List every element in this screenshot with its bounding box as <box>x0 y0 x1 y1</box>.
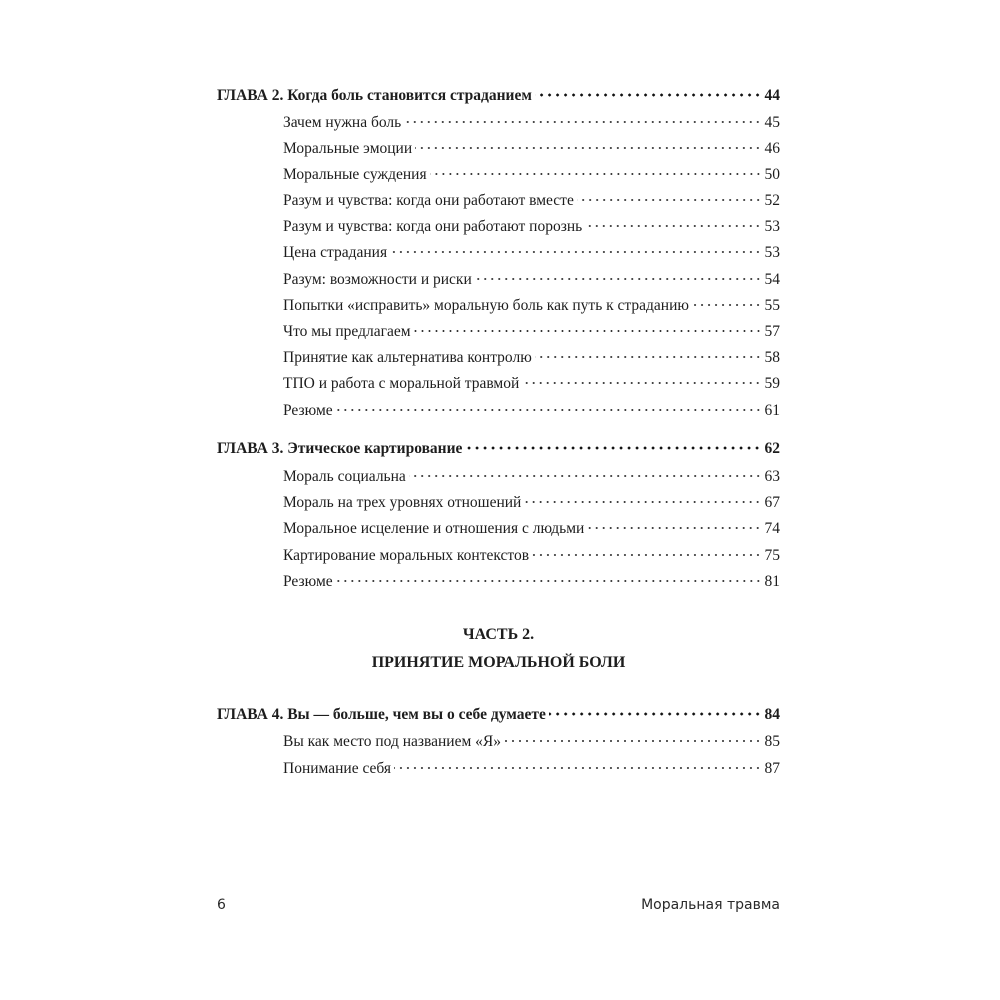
toc-entry[interactable] <box>283 492 780 514</box>
chapter-page-number: 84 <box>764 706 780 723</box>
entry-page-number: 57 <box>764 323 780 340</box>
part-heading-line-1: ЧАСТЬ 2. <box>462 626 535 643</box>
entry-title: Моральное исцеление и отношения с людьми <box>283 520 585 537</box>
entry-page-number: 85 <box>764 733 780 750</box>
dot-leader <box>585 224 761 228</box>
entry-page-number: 63 <box>764 468 780 485</box>
chapter-title: ГЛАВА 2. Когда боль становится страданием <box>217 87 532 104</box>
entry-title: Разум и чувства: когда они работают порознь <box>283 218 583 235</box>
entry-title: Картирование моральных контекстов <box>283 547 530 564</box>
dot-leader <box>465 446 761 450</box>
toc-entry[interactable] <box>283 466 780 488</box>
dot-leader <box>414 329 762 333</box>
dot-leader <box>415 146 761 150</box>
footer-page-number: 6 <box>217 897 226 913</box>
toc-chapter-4[interactable] <box>217 704 780 726</box>
toc-entry[interactable] <box>283 295 780 317</box>
toc-entry[interactable] <box>283 731 780 753</box>
toc-entry[interactable] <box>283 242 780 264</box>
entry-page-number: 53 <box>764 218 780 235</box>
dot-leader <box>404 120 761 124</box>
toc-entry[interactable] <box>283 373 780 395</box>
entry-title: Вы как место под названием «Я» <box>283 733 501 750</box>
entry-title: Что мы предлагаем <box>283 323 411 340</box>
dot-leader <box>475 277 762 281</box>
entry-title: Моральные суждения <box>283 166 427 183</box>
dot-leader <box>336 408 762 412</box>
toc-entry[interactable] <box>283 190 780 212</box>
entry-title: Попытки «исправить» моральную боль как путь к страданию <box>283 297 689 314</box>
chapter-title: ГЛАВА 4. Вы — больше, чем вы о себе думаете <box>217 706 546 723</box>
dot-leader <box>430 172 762 176</box>
entry-page-number: 53 <box>764 244 780 261</box>
entry-title: Мораль на трех уровнях отношений <box>283 494 522 511</box>
dot-leader <box>409 474 762 478</box>
entry-page-number: 54 <box>764 271 780 288</box>
entry-page-number: 61 <box>764 402 780 419</box>
toc-entry[interactable] <box>283 216 780 238</box>
entry-page-number: 58 <box>764 349 780 366</box>
entry-title: Принятие как альтернатива контролю <box>283 349 532 366</box>
entry-page-number: 74 <box>764 520 780 537</box>
entry-page-number: 52 <box>764 192 780 209</box>
toc-entry[interactable] <box>283 518 780 540</box>
footer-book-title: Моральная травма <box>641 897 780 913</box>
entry-title: ТПО и работа с моральной травмой <box>283 375 520 392</box>
entry-title: Резюме <box>283 402 333 419</box>
toc-chapter-2[interactable] <box>217 85 780 107</box>
entry-title: Зачем нужна боль <box>283 114 402 131</box>
dot-leader <box>532 553 761 557</box>
entry-title: Резюме <box>283 573 333 590</box>
toc-entry[interactable] <box>283 269 780 291</box>
toc-entry[interactable] <box>283 571 780 593</box>
part-heading-line-2: ПРИНЯТИЕ МОРАЛЬНОЙ БОЛИ <box>371 654 626 671</box>
entry-title: Мораль социальна <box>283 468 406 485</box>
dot-leader <box>390 250 761 254</box>
entry-page-number: 45 <box>764 114 780 131</box>
entry-title: Моральные эмоции <box>283 140 413 157</box>
entry-page-number: 55 <box>764 297 780 314</box>
entry-page-number: 59 <box>764 375 780 392</box>
dot-leader <box>394 766 761 770</box>
entry-page-number: 50 <box>764 166 780 183</box>
entry-page-number: 75 <box>764 547 780 564</box>
dot-leader <box>549 712 762 716</box>
chapter-page-number: 62 <box>764 440 780 457</box>
toc-entry[interactable] <box>283 347 780 369</box>
chapter-page-number: 44 <box>764 87 780 104</box>
dot-leader <box>504 739 762 743</box>
toc-entry[interactable] <box>283 400 780 422</box>
toc-entry[interactable] <box>283 545 780 567</box>
chapter-title: ГЛАВА 3. Этическое картирование <box>217 440 463 457</box>
dot-leader <box>522 381 761 385</box>
dot-leader <box>336 579 762 583</box>
dot-leader <box>524 500 761 504</box>
entry-title: Понимание себя <box>283 760 392 777</box>
entry-title: Разум: возможности и риски <box>283 271 472 288</box>
toc-chapter-3[interactable] <box>217 438 780 460</box>
toc-entry[interactable] <box>283 321 780 343</box>
dot-leader <box>577 198 762 202</box>
toc-entry[interactable] <box>283 758 780 780</box>
dot-leader <box>587 526 761 530</box>
toc-entry[interactable] <box>283 164 780 186</box>
entry-page-number: 81 <box>764 573 780 590</box>
entry-page-number: 46 <box>764 140 780 157</box>
dot-leader <box>692 303 762 307</box>
toc-entry[interactable] <box>283 112 780 134</box>
entry-page-number: 67 <box>764 494 780 511</box>
toc-entry[interactable] <box>283 138 780 160</box>
dot-leader <box>535 355 762 359</box>
dot-leader <box>535 93 762 97</box>
entry-page-number: 87 <box>764 760 780 777</box>
entry-title: Разум и чувства: когда они работают вместе <box>283 192 574 209</box>
entry-title: Цена страдания <box>283 244 388 261</box>
